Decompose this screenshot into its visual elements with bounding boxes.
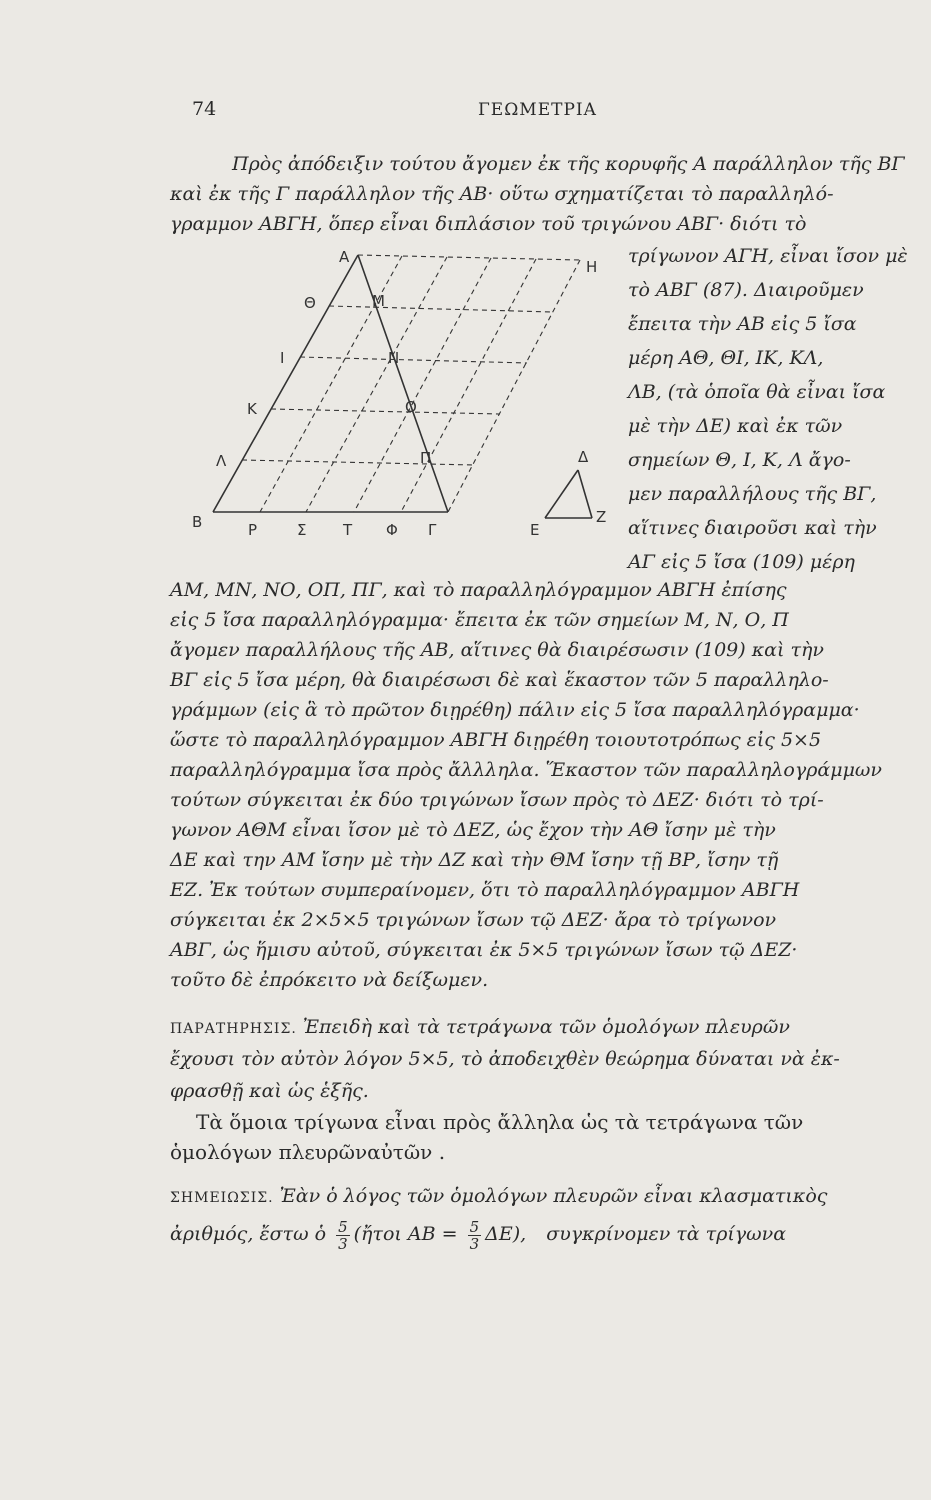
label-p: Π	[420, 449, 432, 467]
text-line: ΒΓ εἰς 5 ἴσα μέρη, θὰ διαιρέσωσι δὲ καὶ ἕκαστον τῶν 5 παραλληλο-	[170, 669, 829, 691]
side-text-line: αἵτινες διαιροῦσι καὶ τὴν	[628, 517, 877, 539]
text-line: τούτων σύγκειται ἐκ δύο τριγώνων ἴσων πρὸς τὸ ΔΕΖ· διότι τὸ τρί-	[170, 789, 824, 811]
text-line: Πρὸς ἀπόδειξιν τούτου ἄγομεν ἐκ τῆς κορυφῆς Α παράλληλον τῆς ΒΓ	[232, 153, 905, 175]
label-g: Γ	[428, 521, 437, 539]
note-line	[170, 1214, 786, 1254]
text-line: γωνον ΑΘΜ εἶναι ἴσον μὲ τὸ ΔΕΖ, ὡς ἔχον τὴν ΑΘ ἴσην μὲ τὴν	[170, 819, 776, 841]
label-s: Σ	[297, 521, 307, 539]
fraction	[336, 1219, 350, 1252]
text-line: ΔΕ καὶ την ΑΜ ἴσην μὲ τὴν ΔΖ καὶ τὴν ΘΜ ἴσην τῇ ΒΡ, ἴσην τῇ	[170, 849, 779, 871]
side-text-line: ΑΓ εἰς 5 ἴσα (109) μέρη	[628, 551, 855, 573]
text-line: σύγκειται ἐκ 2×5×5 τριγώνων ἴσων τῷ ΔΕΖ· ἄρα τὸ τρίγωνον	[170, 909, 777, 931]
remark-line: ἔχουσι τὸν αὐτὸν λόγον 5×5, τὸ ἀποδειχθὲν θεώρημα δύναται νὰ ἐκ-	[170, 1048, 840, 1070]
theorem-line: ὁμολόγων πλευρῶναὐτῶν .	[170, 1140, 446, 1164]
text-line: ὥστε τὸ παραλληλόγραμμον ΑΒΓΗ διῃρέθη τοιουτοτρόπως εἰς 5×5	[170, 729, 822, 751]
note-text: (ἤτοι ΑΒ =	[353, 1223, 458, 1245]
label-b: Β	[192, 513, 203, 531]
note-label: ΣΗΜΕΙΩΣΙΣ.	[170, 1190, 274, 1206]
side-text-line: μεν παραλλήλους τῆς ΒΓ,	[628, 483, 877, 505]
label-theta: Θ	[304, 294, 316, 312]
numerator: 5	[338, 1217, 348, 1236]
note-text: συγκρίνομεν τὰ τρίγωνα	[546, 1223, 787, 1245]
text-line: ΑΒΓ, ὡς ἥμισυ αὐτοῦ, σύγκειται ἐκ 5×5 τριγώνων ἴσων τῷ ΔΕΖ·	[170, 939, 798, 961]
text-line: ΑΜ, ΜΝ, ΝΟ, ΟΠ, ΠΓ, καὶ τὸ παραλληλόγραμμον ΑΒΓΗ ἐπίσης	[170, 579, 787, 601]
remark-text: Ἐπειδὴ καὶ τὰ τετράγωνα τῶν ὁμολόγων πλευρῶν	[302, 1016, 790, 1038]
side-text-line: τρίγωνον ΑΓΗ, εἶναι ἴσον μὲ	[628, 245, 908, 267]
label-t: Τ	[343, 521, 353, 539]
fraction	[468, 1219, 482, 1252]
theorem-line: Τὰ ὅμοια τρίγωνα εἶναι πρὸς ἄλληλα ὡς τὰ τετράγωνα τῶν	[196, 1110, 804, 1134]
label-f: Φ	[386, 521, 398, 539]
text-line: εἰς 5 ἴσα παραλληλόγραμμα· ἔπειτα ἐκ τῶν σημείων Μ, Ν, Ο, Π	[170, 609, 789, 631]
figure-labels	[192, 248, 606, 539]
label-l: Λ	[216, 452, 227, 470]
text-line: τοῦτο δὲ ἐπρόκειτο νὰ δείξωμεν.	[170, 969, 489, 991]
label-m: Μ	[372, 292, 385, 310]
text-line: γράμμων (εἰς ἃ τὸ πρῶτον διῃρέθη) πάλιν εἰς 5 ἴσα παραλληλόγραμμα·	[170, 699, 860, 721]
geometry-figure	[0, 0, 931, 600]
label-h: Η	[586, 258, 598, 276]
denominator: 3	[469, 1234, 480, 1253]
label-k: Κ	[247, 400, 257, 418]
side-text-line: τὸ ΑΒΓ (87). Διαιροῦμεν	[628, 279, 864, 301]
numerator: 5	[469, 1217, 480, 1236]
note-line	[170, 1184, 827, 1210]
note-text: Ἐὰν ὁ λόγος τῶν ὁμολόγων πλευρῶν εἶναι κλασματικὸς	[279, 1185, 828, 1207]
denominator: 3	[338, 1234, 348, 1253]
text-line: γραμμον ΑΒΓΗ, ὅπερ εἶναι διπλάσιον τοῦ τριγώνου ΑΒΓ· διότι τὸ	[170, 213, 807, 235]
note-text: ΔΕ),	[485, 1223, 527, 1245]
text-line: καὶ ἐκ τῆς Γ παράλληλον τῆς ΑΒ· οὕτω σχηματίζεται τὸ παραλληλό-	[170, 183, 834, 205]
side-text-line: μὲ τὴν ΔΕ) καὶ ἐκ τῶν	[628, 415, 843, 437]
remark-label: ΠΑΡΑΤΗΡΗΣΙΣ.	[170, 1021, 297, 1037]
label-r: Ρ	[248, 521, 258, 539]
label-a: Α	[339, 248, 350, 266]
text-line: ΕΖ. Ἐκ τούτων συμπεραίνομεν, ὅτι τὸ παραλληλόγραμμον ΑΒΓΗ	[170, 879, 800, 901]
label-o: Ο	[405, 398, 417, 416]
side-text-line: μέρη ΑΘ, ΘΙ, ΙΚ, ΚΛ,	[628, 347, 824, 369]
label-e: Ε	[530, 521, 540, 539]
side-text-line: σημείων Θ, Ι, Κ, Λ ἄγο-	[628, 449, 851, 471]
page-number: 74	[192, 98, 217, 120]
text-line: ἄγομεν παραλλήλους τῆς ΑΒ, αἵτινες θὰ διαιρέσωσιν (109) καὶ τὴν	[170, 639, 824, 661]
remark-line	[170, 1015, 790, 1041]
running-title: ΓΕΩΜΕΤΡΙΑ	[478, 100, 597, 120]
note-text: ἀριθμός, ἔστω ὁ	[170, 1223, 327, 1245]
label-i: Ι	[280, 349, 285, 367]
text-line: παραλληλόγραμμα ἴσα πρὸς ἄλλληλα. Ἕκαστον τῶν παραλληλογράμμων	[170, 759, 882, 781]
label-n: Ν	[388, 349, 400, 367]
remark-line: φρασθῇ καὶ ὡς ἑξῆς.	[170, 1080, 369, 1102]
side-text-line: ἔπειτα τὴν ΑΒ εἰς 5 ἴσα	[628, 313, 857, 335]
side-text-line: ΛΒ, (τὰ ὁποῖα θὰ εἶναι ἴσα	[628, 381, 886, 403]
label-z: Ζ	[596, 508, 607, 526]
side-ab	[213, 255, 358, 512]
label-d: Δ	[578, 448, 589, 466]
